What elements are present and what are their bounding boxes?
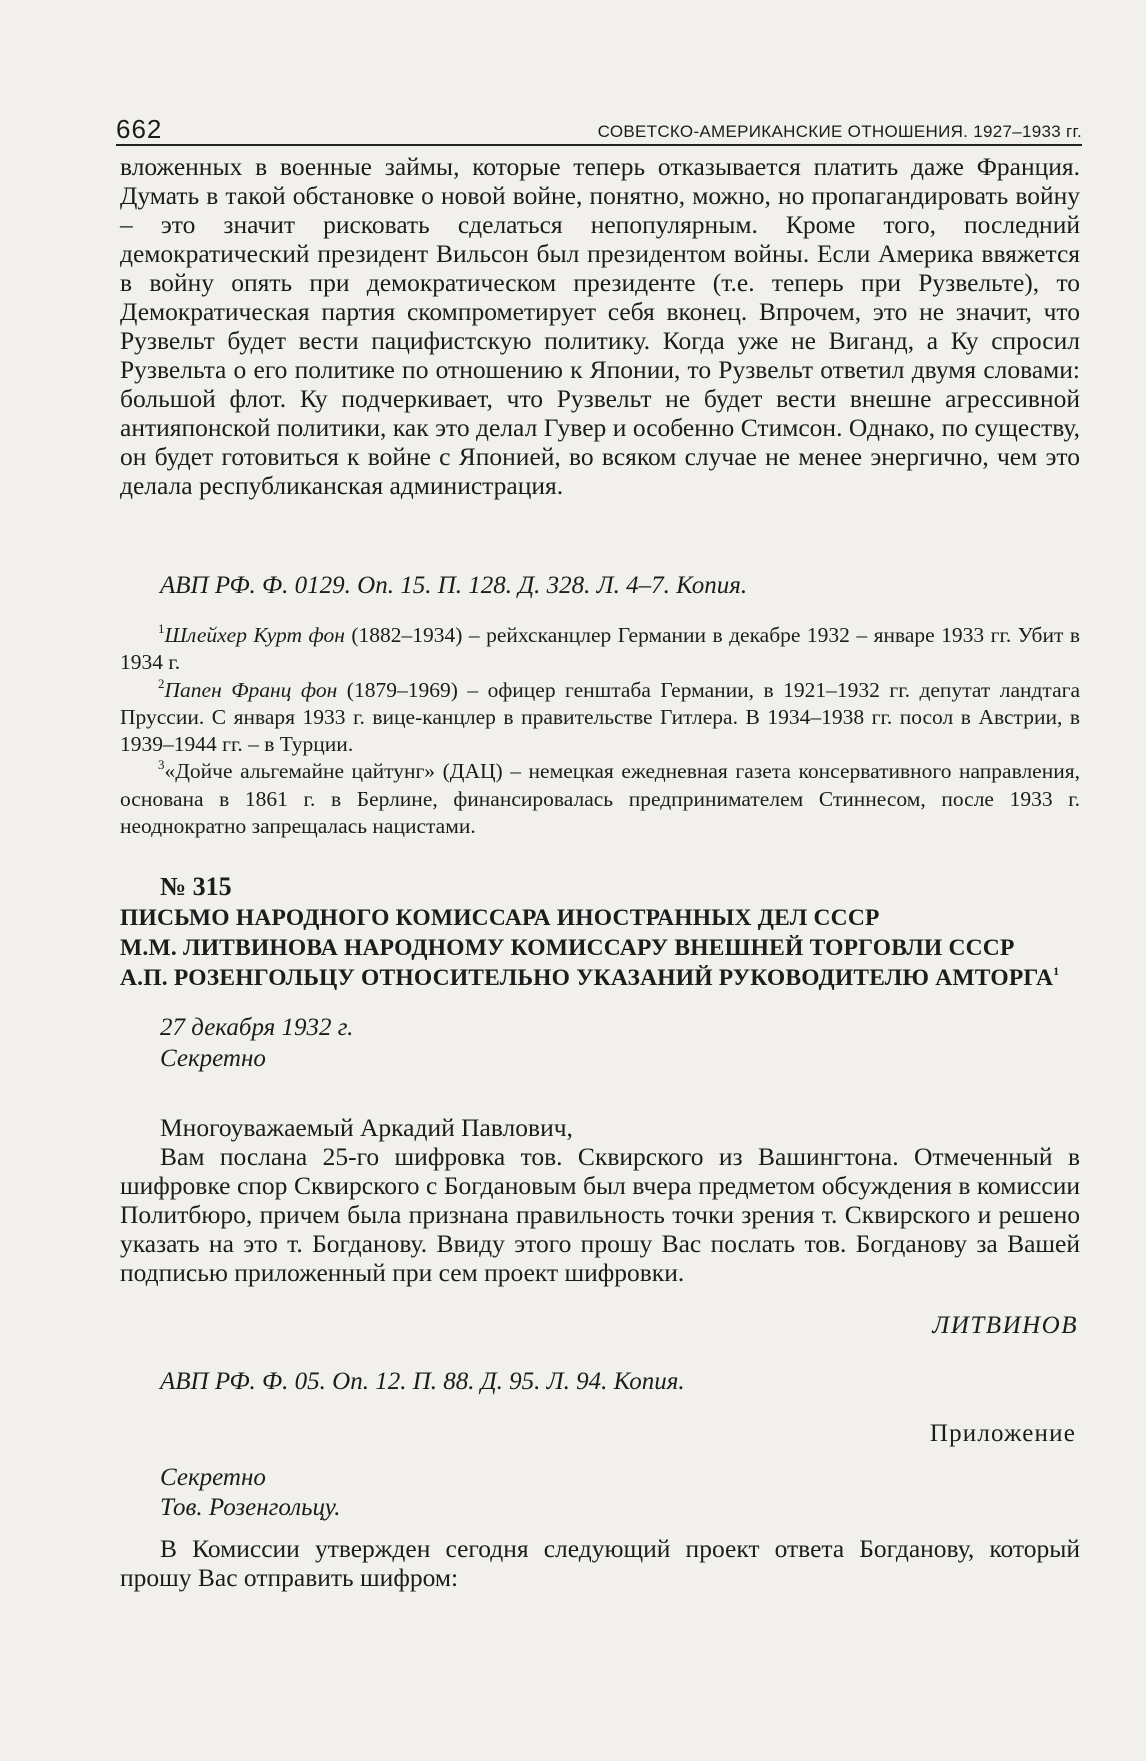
appendix-label: Приложение — [929, 1420, 1076, 1447]
appendix-classification: Секретно — [160, 1464, 266, 1491]
footnotes — [120, 622, 1080, 840]
document-number: № 315 — [160, 872, 232, 901]
running-title: СОВЕТСКО-АМЕРИКАНСКИЕ ОТНОШЕНИЯ. 1927–1933 гг. — [597, 122, 1082, 141]
footnote-text: (1882–1934) – рейхсканцлер Германии в декабре 1932 – январе 1933 гг. Убит в 1934 г. — [120, 623, 1080, 675]
page-number: 662 — [116, 114, 163, 144]
document-date: 27 декабря 1932 г. — [160, 1014, 354, 1041]
document-title-line — [120, 963, 1085, 993]
page-header — [116, 112, 1082, 146]
document-title — [120, 903, 1085, 993]
footnote — [120, 677, 1080, 759]
footnote-number: 1 — [158, 621, 165, 636]
letter-salutation: Многоуважаемый Аркадий Павлович, — [160, 1113, 573, 1142]
document-title-line: М.М. ЛИТВИНОВА НАРОДНОМУ КОМИССАРУ ВНЕШНЕЙ ТОРГОВЛИ СССР — [120, 935, 1015, 961]
archive-reference-1: АВП РФ. Ф. 0129. Оп. 15. П. 128. Д. 328. Л. 4–7. Копия. — [160, 572, 748, 599]
footnote-person-name: Папен Франц фон — [164, 677, 338, 702]
appendix-body: В Комиссии утвержден сегодня следующий проект ответа Богданову, который прошу Вас отправить шифром: — [120, 1534, 1080, 1592]
footnote-number: 3 — [158, 757, 165, 773]
document-title-line-text: А.П. РОЗЕНГОЛЬЦУ ОТНОСИТЕЛЬНО УКАЗАНИЙ РУКОВОДИТЕЛЮ АМТОРГА — [120, 965, 1054, 991]
document-classification: Секретно — [160, 1045, 266, 1072]
signature: ЛИТВИНОВ — [932, 1312, 1078, 1339]
footnote — [120, 758, 1080, 840]
document-title-line: ПИСЬМО НАРОДНОГО КОМИССАРА ИНОСТРАННЫХ ДЕЛ СССР — [120, 905, 880, 931]
continuation-paragraph: вложенных в военные займы, которые теперь отказывается платить даже Франция. Думать в такой обстановке о новой войне, понятно, можно, но пропагандировать войну – это значит рисковать сделаться непопулярным. Кроме того, последний демократический президент Вильсон был президентом войны. Если Америка ввяжется в войну опять при демократическом президенте (т.е. теперь при Рузвельте), то Демократическая партия скомпрометирует себя вконец. Впрочем, это не значит, что Рузвельт будет вести пацифистскую политику. Когда уже не Виганд, а Ку спросил Рузвельта о его политике по отношению к Японии, то Рузвельт ответил двумя словами: большой флот. Ку подчеркивает, что Рузвельт не будет вести внешне агрессивной антияпонской политики, как это делал Гувер и особенно Стимсон. Однако, по существу, он будет готовиться к войне с Японией, во всяком случае не менее энергично, чем это делала республиканская администрация. — [120, 152, 1080, 500]
footnote-person-name: Шлейхер Курт фон — [164, 623, 345, 647]
footnote-text: (1879–1969) – офицер генштаба Германии, в 1921–1932 гг. депутат ландтага Пруссии. С января 1933 г. вице-канцлер в правительстве Гитлера. В 1934–1938 гг. посол в Австрии, в 1939–1944 гг. – в Турции. — [120, 677, 1080, 757]
footnote-text: «Дойче альгемайне цайтунг» (ДАЦ) – немецкая ежедневная газета консервативного направления, основана в 1861 г. в Берлине, финансировалась предпринимателем Стиннесом, после 1933 г. неоднократно запрещалась нацистами. — [120, 759, 1080, 839]
footnote-number: 2 — [158, 675, 165, 691]
footnote — [120, 622, 1080, 677]
title-footnote-marker: 1 — [1053, 964, 1060, 978]
letter-body: Вам послана 25-го шифровка тов. Сквирского из Вашингтона. Отмеченный в шифровке спор Сквирского с Богдановым был вчера предметом обсуждения в комиссии Политбюро, причем была признана правильность точки зрения т. Сквирского и решено указать на это т. Богданову. Ввиду этого прошу Вас послать тов. Богданову за Вашей подписью приложенный при сем проект шифровки. — [120, 1142, 1080, 1287]
archive-reference-2: АВП РФ. Ф. 05. Оп. 12. П. 88. Д. 95. Л. 94. Копия. — [160, 1368, 685, 1395]
appendix-addressee: Тов. Розенгольцу. — [160, 1494, 341, 1521]
